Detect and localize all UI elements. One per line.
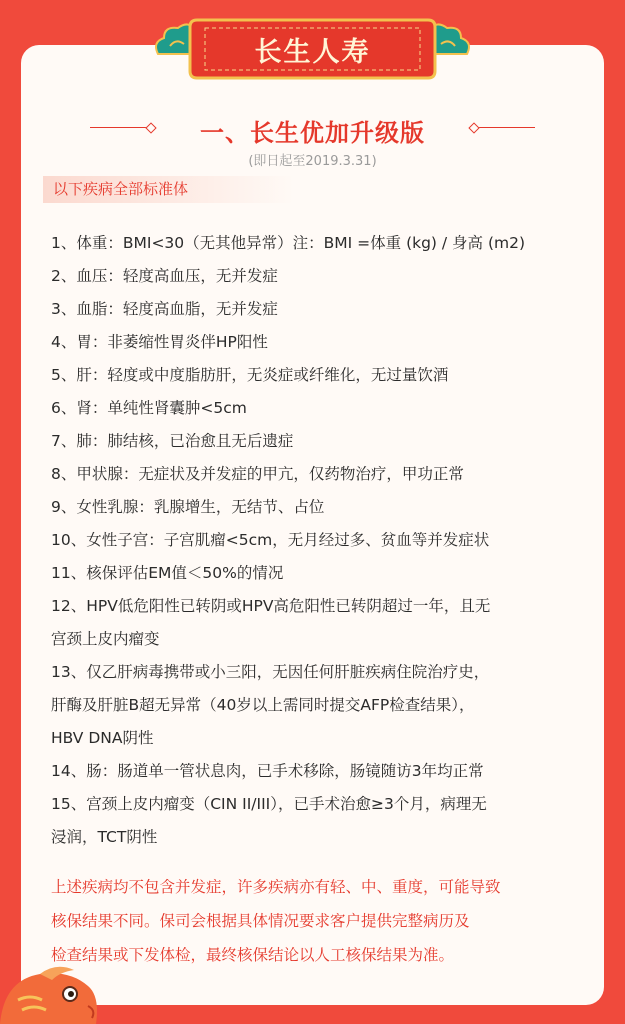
disclaimer-note <box>51 870 586 972</box>
brand-banner <box>185 14 440 84</box>
list-item: HBV DNA阴性 <box>51 729 154 747</box>
list-item: 宫颈上皮内瘤变 <box>51 630 160 648</box>
list-item: 8、甲状腺：无症状及并发症的甲亢，仅药物治疗，甲功正常 <box>51 465 464 483</box>
list-item: 13、仅乙肝病毒携带或小三阳，无因任何肝脏疾病住院治疗史， <box>51 663 490 681</box>
list-item: 15、宫颈上皮内瘤变（CIN II/III），已手术治愈≥3个月，病理无 <box>51 795 487 813</box>
list-item: 6、肾：单纯性肾囊肿<5cm <box>51 399 247 417</box>
condition-list <box>51 227 586 854</box>
validity-period: (即日起至2019.3.31) <box>248 154 377 169</box>
list-item: 2、血压：轻度高血压，无并发症 <box>51 267 278 285</box>
list-item: 10、女性子宫：子宫肌瘤<5cm，无月经过多、贫血等并发症状 <box>51 531 490 549</box>
list-item: 12、HPV低危阳性已转阴或HPV高危阳性已转阴超过一年，且无 <box>51 597 491 615</box>
note-line: 核保结果不同。保司会根据具体情况要求客户提供完整病历及 <box>51 912 470 930</box>
list-item: 5、肝：轻度或中度脂肪肝，无炎症或纤维化，无过量饮酒 <box>51 366 449 384</box>
category-tag: 以下疾病全部标准体 <box>43 176 295 203</box>
list-item: 4、胃：非萎缩性胃炎伴HP阳性 <box>51 333 268 351</box>
list-item: 3、血脂：轻度高血脂，无并发症 <box>51 300 278 318</box>
list-item: 11、核保评估EM值＜50%的情况 <box>51 564 284 582</box>
note-line: 上述疾病均不包含并发症，许多疾病亦有轻、中、重度，可能导致 <box>51 878 501 896</box>
list-item: 1、体重：BMI<30（无其他异常）注：BMI =体重 (kg) / 身高 (m2) <box>51 234 526 252</box>
section-title: 一、长生优加升级版 <box>200 119 425 147</box>
list-item: 肝酶及肝脏B超无异常（40岁以上需同时提交AFP检查结果）， <box>51 696 475 714</box>
list-item: 浸润，TCT阴性 <box>51 828 158 846</box>
list-item: 9、女性乳腺：乳腺增生，无结节、占位 <box>51 498 325 516</box>
list-item: 7、肺：肺结核，已治愈且无后遗症 <box>51 432 294 450</box>
brand-title: 长生人寿 <box>254 36 371 68</box>
list-item: 14、肠：肠道单一管状息肉，已手术移除，肠镜随访3年均正常 <box>51 762 484 780</box>
note-line: 检查结果或下发体检，最终核保结论以人工核保结果为准。 <box>51 946 455 964</box>
koi-fish-icon <box>0 960 110 1024</box>
